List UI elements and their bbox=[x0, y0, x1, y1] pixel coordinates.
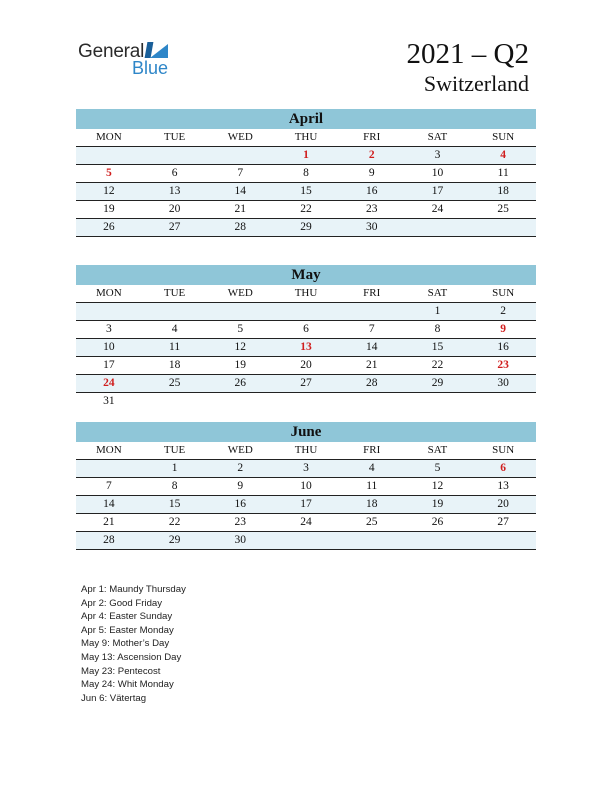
day-cell: 29 bbox=[300, 221, 312, 233]
day-cell: 4 bbox=[171, 323, 178, 335]
day-cell: 17 bbox=[103, 359, 115, 371]
holiday-note: May 13: Ascension Day bbox=[81, 651, 182, 663]
empty-cell bbox=[405, 219, 471, 236]
day-cell: 8 bbox=[171, 480, 178, 492]
day-cell: 19 bbox=[103, 203, 115, 215]
weekday-label: FRI bbox=[363, 131, 381, 143]
day-cell: 27 bbox=[497, 516, 509, 528]
day-cell: 16 bbox=[234, 498, 247, 510]
weekday-label: TUE bbox=[163, 131, 186, 143]
week-row bbox=[76, 514, 536, 532]
weekday-label: TUE bbox=[163, 287, 186, 299]
day-cell: 22 bbox=[300, 203, 312, 215]
day-cell: 1 bbox=[434, 305, 441, 317]
week-row bbox=[76, 219, 536, 237]
week-row bbox=[76, 339, 536, 357]
day-cell: 5 bbox=[237, 323, 244, 335]
month-may bbox=[76, 265, 536, 410]
day-cell: 6 bbox=[500, 462, 507, 474]
day-cell: 19 bbox=[234, 359, 247, 371]
country-name: Switzerland bbox=[423, 71, 529, 97]
day-cell: 23 bbox=[365, 203, 378, 215]
day-cell: 8 bbox=[303, 167, 309, 179]
holiday-note: Apr 4: Easter Sunday bbox=[81, 611, 173, 623]
empty-cell bbox=[142, 393, 208, 410]
weekday-label: MON bbox=[96, 131, 122, 143]
day-cell: 7 bbox=[368, 323, 375, 335]
week-row bbox=[76, 375, 536, 393]
day-cell: 18 bbox=[497, 185, 509, 197]
day-cell: 17 bbox=[431, 185, 444, 197]
day-cell: 20 bbox=[168, 203, 181, 215]
holiday-note: May 24: Whit Monday bbox=[81, 679, 174, 691]
month-header: May bbox=[76, 265, 536, 285]
empty-cell bbox=[339, 393, 405, 410]
empty-cell bbox=[339, 532, 405, 549]
day-cell: 22 bbox=[431, 359, 444, 371]
day-cell: 20 bbox=[300, 359, 312, 371]
day-cell: 23 bbox=[497, 359, 509, 371]
week-row bbox=[76, 496, 536, 514]
weekday-label: FRI bbox=[363, 444, 381, 456]
day-cell: 27 bbox=[300, 377, 312, 389]
day-cell: 3 bbox=[105, 323, 112, 335]
day-cell: 8 bbox=[434, 323, 441, 335]
day-cell: 4 bbox=[368, 462, 375, 474]
week-row bbox=[76, 165, 536, 183]
empty-cell bbox=[76, 303, 142, 320]
empty-cell bbox=[273, 532, 339, 549]
weekday-label: WED bbox=[227, 444, 253, 456]
holiday-note: Apr 1: Maundy Thursday bbox=[81, 584, 186, 595]
day-cell: 15 bbox=[300, 185, 312, 197]
day-cell: 9 bbox=[500, 323, 507, 335]
empty-cell bbox=[405, 532, 471, 549]
day-cell: 21 bbox=[234, 203, 247, 215]
empty-cell bbox=[470, 219, 536, 236]
day-cell: 11 bbox=[366, 480, 378, 492]
day-cell: 15 bbox=[168, 498, 181, 510]
day-cell: 16 bbox=[497, 341, 509, 353]
day-cell: 25 bbox=[497, 203, 509, 215]
weekday-row bbox=[76, 129, 536, 147]
weekday-label: THU bbox=[294, 287, 318, 299]
day-cell: 5 bbox=[105, 167, 112, 179]
day-cell: 1 bbox=[171, 462, 178, 474]
day-cell: 15 bbox=[431, 341, 444, 353]
week-row bbox=[76, 478, 536, 496]
empty-cell bbox=[207, 147, 273, 164]
day-cell: 12 bbox=[103, 185, 115, 197]
week-row bbox=[76, 147, 536, 165]
weekday-label: SUN bbox=[492, 287, 515, 299]
weekday-label: SAT bbox=[427, 131, 448, 143]
holiday-note: May 9: Mother’s Day bbox=[81, 638, 170, 650]
empty-cell bbox=[470, 393, 536, 410]
month-april bbox=[76, 109, 536, 237]
weekday-label: SUN bbox=[492, 131, 515, 143]
holiday-list bbox=[81, 583, 186, 705]
day-cell: 4 bbox=[500, 149, 507, 161]
week-row bbox=[76, 393, 536, 410]
empty-cell bbox=[207, 393, 273, 410]
day-cell: 19 bbox=[431, 498, 444, 510]
weekday-label: THU bbox=[294, 131, 318, 143]
day-cell: 27 bbox=[168, 221, 181, 233]
weekday-label: TUE bbox=[163, 444, 186, 456]
empty-cell bbox=[76, 460, 142, 477]
day-cell: 21 bbox=[103, 516, 115, 528]
day-cell: 21 bbox=[365, 359, 378, 371]
day-cell: 23 bbox=[234, 516, 247, 528]
day-cell: 29 bbox=[431, 377, 444, 389]
weekday-label: WED bbox=[227, 287, 253, 299]
empty-cell bbox=[339, 303, 405, 320]
day-cell: 25 bbox=[168, 377, 181, 389]
day-cell: 31 bbox=[103, 395, 115, 407]
day-cell: 10 bbox=[300, 480, 312, 492]
day-cell: 20 bbox=[497, 498, 509, 510]
month-june bbox=[76, 422, 536, 550]
day-cell: 13 bbox=[168, 185, 181, 197]
empty-cell bbox=[470, 532, 536, 549]
day-cell: 9 bbox=[237, 480, 244, 492]
day-cell: 3 bbox=[303, 462, 309, 474]
day-cell: 22 bbox=[168, 516, 181, 528]
day-cell: 14 bbox=[365, 341, 378, 353]
holiday-note: Jun 6: Vätertag bbox=[81, 692, 147, 704]
empty-cell bbox=[405, 393, 471, 410]
day-cell: 12 bbox=[234, 341, 247, 353]
day-cell: 6 bbox=[171, 167, 178, 179]
day-cell: 10 bbox=[103, 341, 115, 353]
day-cell: 14 bbox=[103, 498, 115, 510]
week-row bbox=[76, 201, 536, 219]
day-cell: 26 bbox=[103, 221, 115, 233]
generalblue-logo bbox=[78, 42, 168, 77]
day-cell: 10 bbox=[431, 167, 444, 179]
day-cell: 25 bbox=[365, 516, 378, 528]
holiday-note: Apr 5: Easter Monday bbox=[81, 624, 174, 636]
day-cell: 28 bbox=[103, 534, 115, 546]
day-cell: 16 bbox=[365, 185, 378, 197]
empty-cell bbox=[142, 303, 208, 320]
day-cell: 28 bbox=[365, 377, 378, 389]
day-cell: 24 bbox=[103, 377, 115, 389]
holiday-note: May 23: Pentecost bbox=[81, 665, 161, 677]
day-cell: 24 bbox=[431, 203, 444, 215]
empty-cell bbox=[207, 303, 273, 320]
week-row bbox=[76, 532, 536, 550]
day-cell: 13 bbox=[300, 341, 312, 353]
day-cell: 30 bbox=[234, 534, 247, 546]
month-header: April bbox=[76, 109, 536, 129]
weekday-label: THU bbox=[294, 444, 318, 456]
weekday-label: MON bbox=[96, 444, 122, 456]
day-cell: 6 bbox=[303, 323, 309, 335]
weekday-label: FRI bbox=[363, 287, 381, 299]
week-row bbox=[76, 303, 536, 321]
day-cell: 30 bbox=[497, 377, 509, 389]
day-cell: 1 bbox=[303, 149, 309, 161]
day-cell: 5 bbox=[434, 462, 441, 474]
day-cell: 2 bbox=[237, 462, 244, 474]
day-cell: 3 bbox=[434, 149, 441, 161]
day-cell: 26 bbox=[234, 377, 247, 389]
day-cell: 11 bbox=[169, 341, 181, 353]
day-cell: 24 bbox=[300, 516, 312, 528]
weekday-label: WED bbox=[227, 131, 253, 143]
empty-cell bbox=[273, 303, 339, 320]
page-title bbox=[407, 38, 529, 97]
weekday-label: SUN bbox=[492, 444, 515, 456]
day-cell: 13 bbox=[497, 480, 509, 492]
weekday-row bbox=[76, 442, 536, 460]
holiday-note: Apr 2: Good Friday bbox=[81, 597, 163, 609]
day-cell: 29 bbox=[168, 534, 181, 546]
weekday-label: SAT bbox=[427, 444, 448, 456]
logo-triangle-icon bbox=[150, 44, 168, 58]
empty-cell bbox=[76, 147, 142, 164]
empty-cell bbox=[142, 147, 208, 164]
day-cell: 17 bbox=[300, 498, 312, 510]
day-cell: 18 bbox=[365, 498, 378, 510]
week-row bbox=[76, 357, 536, 375]
day-cell: 11 bbox=[497, 167, 509, 179]
day-cell: 12 bbox=[431, 480, 444, 492]
week-row bbox=[76, 321, 536, 339]
day-cell: 14 bbox=[234, 185, 247, 197]
empty-cell bbox=[273, 393, 339, 410]
weekday-row bbox=[76, 285, 536, 303]
day-cell: 7 bbox=[105, 480, 112, 492]
day-cell: 7 bbox=[237, 167, 244, 179]
logo-text-blue: Blue bbox=[132, 58, 169, 78]
weekday-label: SAT bbox=[427, 287, 448, 299]
day-cell: 26 bbox=[431, 516, 444, 528]
day-cell: 30 bbox=[365, 221, 378, 233]
month-header: June bbox=[76, 422, 536, 442]
day-cell: 2 bbox=[500, 305, 507, 317]
day-cell: 28 bbox=[234, 221, 247, 233]
year-quarter: 2021 – Q2 bbox=[406, 38, 529, 70]
week-row bbox=[76, 183, 536, 201]
day-cell: 9 bbox=[368, 167, 375, 179]
week-row bbox=[76, 460, 536, 478]
day-cell: 2 bbox=[368, 149, 375, 161]
day-cell: 18 bbox=[168, 359, 181, 371]
logo-text-general: General bbox=[78, 41, 145, 62]
weekday-label: MON bbox=[96, 287, 122, 299]
